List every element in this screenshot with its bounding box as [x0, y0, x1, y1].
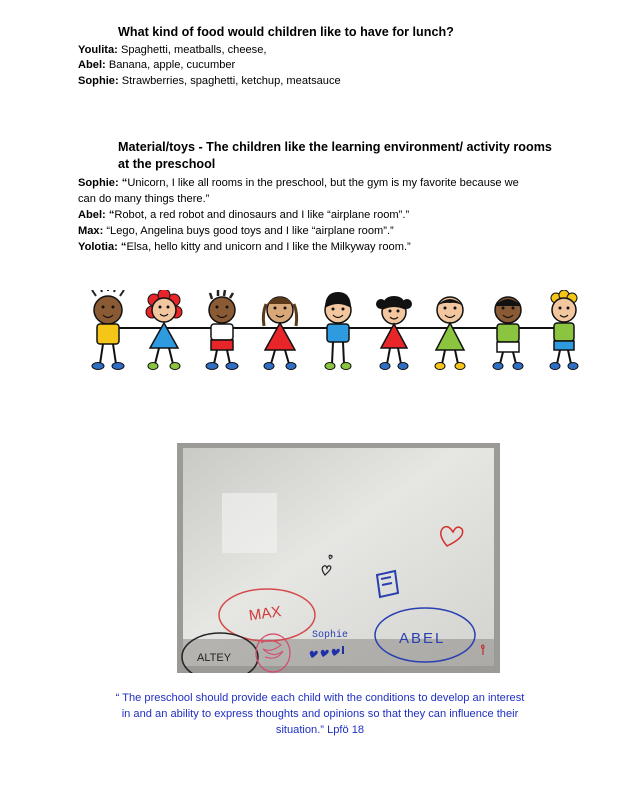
- answer-text: Unicorn, I like all rooms in the preschool, but the gym is my favorite because we: [127, 177, 519, 189]
- children-holding-hands-illustration: [80, 290, 592, 372]
- curriculum-quote: [110, 690, 530, 738]
- lunch-answer-youlita: [78, 43, 266, 58]
- kid-4: [263, 297, 296, 370]
- quote-line-3: situation.” Lpfö 18: [275, 724, 365, 736]
- lunch-answer-sophie: [78, 74, 341, 89]
- kid-6: [376, 296, 412, 370]
- whiteboard-word-max: MAX: [247, 603, 283, 625]
- kid-5: [325, 292, 351, 370]
- kid-3: [206, 290, 238, 370]
- toys-answer-abel: [78, 208, 409, 223]
- toys-answer-sophie-cont: [78, 192, 209, 207]
- child-name: Abel:: [78, 59, 106, 71]
- whiteboard-word-sophie: Sophie: [312, 630, 349, 641]
- child-name: Sophie:: [78, 75, 119, 87]
- toys-answer-sophie: [78, 176, 519, 191]
- answer-text: Robot, a red robot and dinosaurs and I like “airplane room”.”: [114, 209, 410, 221]
- toys-heading-line1: Material/toys - The children like the learning environment/ activity rooms: [118, 140, 552, 154]
- whiteboard-word-altey: ALTEY: [197, 652, 232, 664]
- answer-text: “Lego, Angelina buys good toys and I like “airplane room”.”: [103, 225, 394, 237]
- answer-text: Elsa, hello kitty and unicorn and I like the Milkyway room.”: [126, 241, 411, 253]
- toys-answer-yolotia: [78, 240, 411, 255]
- child-name: Sophie: “: [78, 177, 128, 189]
- toys-heading-line2: at the preschool: [118, 157, 216, 171]
- kid-1: [92, 290, 124, 370]
- child-name: Youlita:: [78, 44, 118, 56]
- kid-2: [146, 290, 182, 370]
- kid-7: [435, 297, 465, 370]
- quote-line-2: in and an ability to express thoughts and opinions so that they can influence their: [121, 708, 519, 720]
- quote-line-1: “ The preschool should provide each child with the conditions to develop an interest: [115, 692, 525, 704]
- answer-text: Spaghetti, meatballs, cheese,: [117, 44, 267, 56]
- answer-text: can do many things there.”: [78, 193, 210, 205]
- kid-9: [550, 290, 578, 370]
- lunch-question: What kind of food would children like to have for lunch?: [118, 25, 454, 39]
- whiteboard-word-abel: ABEL: [399, 630, 446, 647]
- toys-answer-max: [78, 224, 394, 239]
- light-reflection: [222, 493, 277, 553]
- child-name: Abel: “: [78, 209, 115, 221]
- answer-text: Strawberries, spaghetti, ketchup, meatsauce: [118, 75, 341, 87]
- answer-text: Banana, apple, cucumber: [105, 59, 236, 71]
- child-name: Max:: [78, 225, 104, 237]
- lunch-answer-abel: [78, 58, 235, 73]
- child-name: Yolotia: “: [78, 241, 127, 253]
- kid-8: [493, 297, 523, 370]
- whiteboard-photo: [177, 443, 500, 673]
